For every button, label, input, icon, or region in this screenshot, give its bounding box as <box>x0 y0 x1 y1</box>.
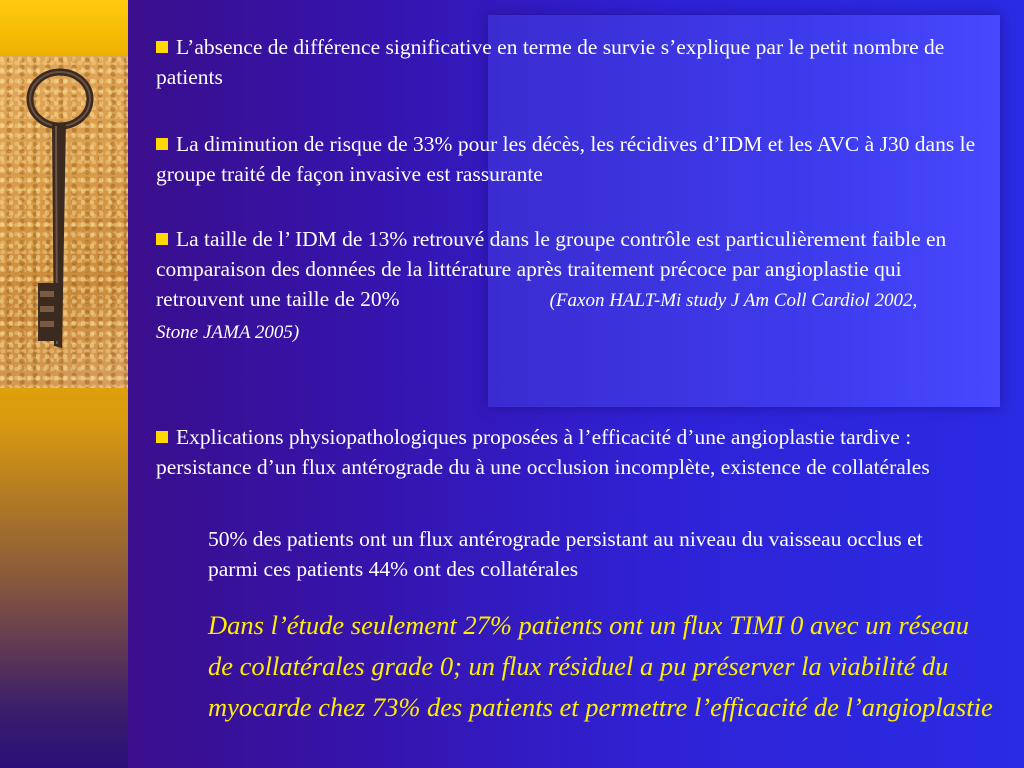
sidebar-top-band <box>0 0 128 56</box>
bullet-text: La taille de l’ IDM de 13% retrouvé dans le groupe contrôle est particulièrement faible en comparaison des données de la littérature après traitement précoce par angioplastie qui retrouvent une taille de 20% <box>156 227 947 311</box>
bullet-item <box>156 422 956 482</box>
highlight-note: Dans l’étude seulement 27% patients ont un flux TIMI 0 avec un réseau de collatérales grade 0; un flux résiduel a pu préserver la viabilité du myocarde chez 73% des patients et permettre l’efficacité de l’angioplastie <box>208 610 993 722</box>
key-photo <box>0 56 128 388</box>
square-bullet-icon <box>156 431 168 443</box>
bullet-item <box>156 224 956 348</box>
bullet-item <box>156 129 996 189</box>
square-bullet-icon <box>156 138 168 150</box>
square-bullet-icon <box>156 233 168 245</box>
antique-key-icon <box>0 56 128 388</box>
square-bullet-icon <box>156 41 168 53</box>
bullet-item <box>156 32 956 92</box>
bullet-text: L’absence de différence significative en terme de survie s’explique par le petit nombre de patients <box>156 35 945 89</box>
bullet-text: La diminution de risque de 33% pour les décès, les récidives d’IDM et les AVC à J30 dans le groupe traité de façon invasive est rassurante <box>156 132 976 186</box>
citation: (Faxon HALT-Mi study J Am Coll Cardiol 2002, Stone JAMA 2005) <box>156 290 918 343</box>
sidebar-decoration <box>0 0 128 768</box>
bullet-text: Explications physiopathologiques proposées à l’efficacité d’une angioplastie tardive : persistance d’un flux antérograde du à une occlusion incomplète, existence de collatérales <box>156 425 930 479</box>
sub-point: 50% des patients ont un flux antérograde persistant au niveau du vaisseau occlus et parmi ces patients 44% ont des collatérales <box>208 527 923 581</box>
